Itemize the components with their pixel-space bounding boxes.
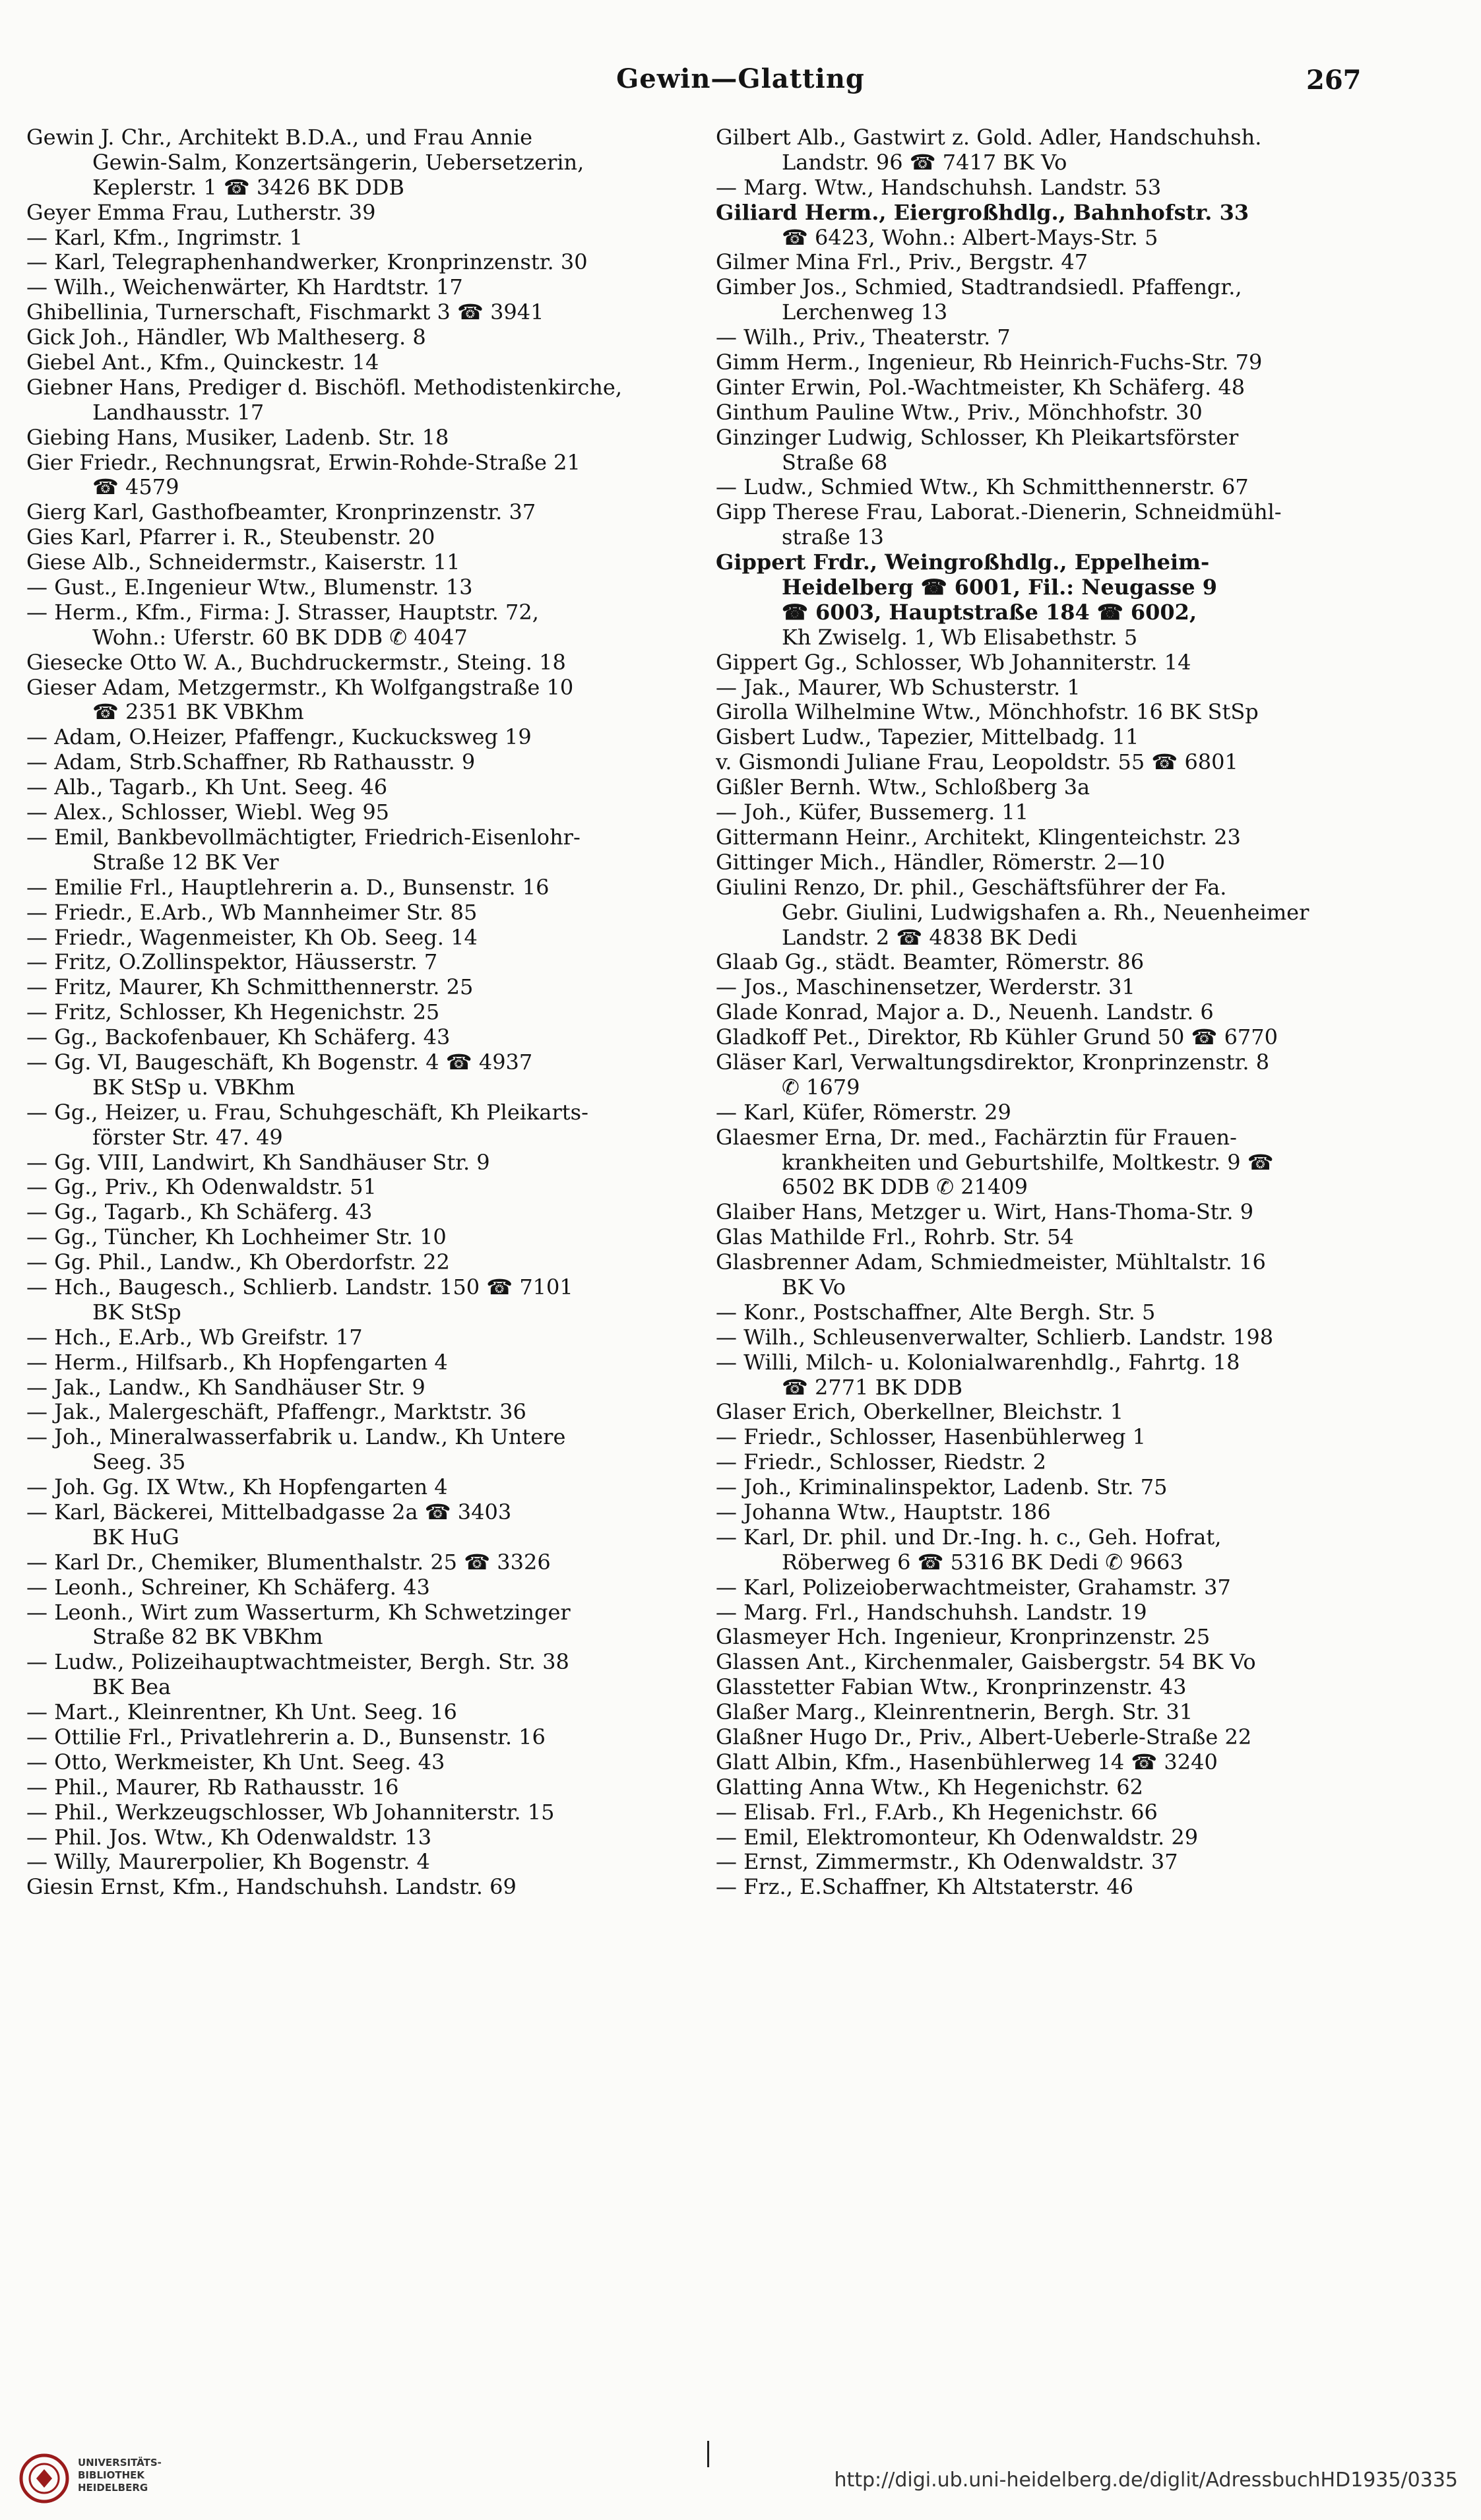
directory-entry: — Fritz, Schlosser, Kh Hegenichstr. 25 xyxy=(26,1000,440,1025)
directory-entry: v. Gismondi Juliane Frau, Leopoldstr. 55 ☎ 6801 xyxy=(716,750,1238,775)
directory-entry: — Gg., Backofenbauer, Kh Schäferg. 43 xyxy=(26,1025,451,1050)
directory-entry: — Karl, Polizeioberwachtmeister, Grahamstr. 37 xyxy=(716,1575,1231,1600)
directory-entry: — Ludw., Polizeihauptwachtmeister, Bergh. Str. 38 xyxy=(26,1650,569,1675)
library-name-line: HEIDELBERG xyxy=(78,2482,148,2494)
directory-entry: Glatting Anna Wtw., Kh Hegenichstr. 62 xyxy=(716,1775,1143,1800)
directory-entry: — Marg. Frl., Handschuhsh. Landstr. 19 xyxy=(716,1600,1147,1625)
directory-entry: Gies Karl, Pfarrer i. R., Steubenstr. 20 xyxy=(26,525,435,550)
directory-entry: Glaesmer Erna, Dr. med., Fachärztin für Frauen- xyxy=(716,1125,1237,1150)
directory-entry: Gisbert Ludw., Tapezier, Mittelbadg. 11 xyxy=(716,725,1139,750)
directory-entry: — Willy, Maurerpolier, Kh Bogenstr. 4 xyxy=(26,1850,430,1875)
directory-entry-continuation: Landhausstr. 17 xyxy=(92,400,265,425)
directory-entry: Ginzinger Ludwig, Schlosser, Kh Pleikartsförster xyxy=(716,425,1239,450)
directory-entry: Gläser Karl, Verwaltungsdirektor, Kronprinzenstr. 8 xyxy=(716,1050,1270,1075)
directory-entry: — Wilh., Weichenwärter, Kh Hardtstr. 17 xyxy=(26,275,463,300)
directory-entry-continuation: Gebr. Giulini, Ludwigshafen a. Rh., Neuenheimer xyxy=(782,900,1309,925)
directory-entry: Glasmeyer Hch. Ingenieur, Kronprinzenstr. 25 xyxy=(716,1625,1211,1650)
directory-entry: Gimm Herm., Ingenieur, Rb Heinrich-Fuchs-Str. 79 xyxy=(716,350,1263,375)
directory-entry: — Gg., Tagarb., Kh Schäferg. 43 xyxy=(26,1200,373,1225)
directory-entry: — Ottilie Frl., Privatlehrerin a. D., Bunsenstr. 16 xyxy=(26,1725,546,1749)
directory-entry: — Marg. Wtw., Handschuhsh. Landstr. 53 xyxy=(716,175,1162,200)
directory-entry: — Karl, Telegraphenhandwerker, Kronprinzenstr. 30 xyxy=(26,250,588,275)
directory-entry-continuation: ☎ 2351 BK VBKhm xyxy=(92,700,304,725)
directory-entry-continuation: ✆ 1679 xyxy=(782,1075,860,1100)
directory-entry: Gier Friedr., Rechnungsrat, Erwin-Rohde-Straße 21 xyxy=(26,450,581,475)
directory-entry: — Phil. Jos. Wtw., Kh Odenwaldstr. 13 xyxy=(26,1825,432,1850)
directory-entry: — Jak., Landw., Kh Sandhäuser Str. 9 xyxy=(26,1375,425,1400)
directory-entry: — Mart., Kleinrentner, Kh Unt. Seeg. 16 xyxy=(26,1700,457,1725)
directory-entry: — Adam, O.Heizer, Pfaffengr., Kuckucksweg 19 xyxy=(26,725,532,750)
directory-entry: — Gg. VI, Baugeschäft, Kh Bogenstr. 4 ☎ 4937 xyxy=(26,1050,533,1075)
directory-entry: Giebing Hans, Musiker, Ladenb. Str. 18 xyxy=(26,425,449,450)
directory-entry: Gladkoff Pet., Direktor, Rb Kühler Grund 50 ☎ 6770 xyxy=(716,1025,1278,1050)
directory-entry-continuation: Gewin-Salm, Konzertsängerin, Uebersetzerin, xyxy=(92,150,584,175)
directory-entry-continuation: 6502 BK DDB ✆ 21409 xyxy=(782,1175,1028,1200)
directory-entry: — Karl, Kfm., Ingrimstr. 1 xyxy=(26,225,303,250)
directory-entry-continuation: ☎ 2771 BK DDB xyxy=(782,1375,963,1400)
directory-entry: — Gg., Tüncher, Kh Lochheimer Str. 10 xyxy=(26,1225,447,1250)
directory-entry: — Emil, Bankbevollmächtigter, Friedrich-Eisenlohr- xyxy=(26,825,581,850)
right-column xyxy=(716,125,1402,1900)
directory-entry-continuation: Lerchenweg 13 xyxy=(782,300,948,325)
directory-entry: — Fritz, Maurer, Kh Schmitthennerstr. 25 xyxy=(26,975,474,1000)
directory-entry: Gißler Bernh. Wtw., Schloßberg 3a xyxy=(716,775,1090,800)
directory-entry-continuation: förster Str. 47. 49 xyxy=(92,1125,283,1150)
directory-entry: — Alb., Tagarb., Kh Unt. Seeg. 46 xyxy=(26,775,388,800)
library-name-line: UNIVERSITÄTS- xyxy=(78,2457,162,2469)
page-title: Gewin—Glatting xyxy=(616,63,865,94)
directory-entry: — Alex., Schlosser, Wiebl. Weg 95 xyxy=(26,800,390,825)
directory-entry: Gippert Gg., Schlosser, Wb Johanniterstr. 14 xyxy=(716,650,1191,675)
directory-entry: — Wilh., Schleusenverwalter, Schlierb. Landstr. 198 xyxy=(716,1325,1274,1350)
directory-entry: Giese Alb., Schneidermstr., Kaiserstr. 11 xyxy=(26,550,460,575)
directory-entry-continuation: BK HuG xyxy=(92,1525,179,1550)
directory-entry: — Karl, Bäckerei, Mittelbadgasse 2a ☎ 3403 xyxy=(26,1499,512,1525)
directory-entry: — Karl, Küfer, Römerstr. 29 xyxy=(716,1100,1011,1125)
library-seal-icon xyxy=(18,2453,70,2504)
directory-entry: — Phil., Werkzeugschlosser, Wb Johanniterstr. 15 xyxy=(26,1800,555,1825)
library-name xyxy=(78,2457,162,2494)
directory-entry-continuation: ☎ 6423, Wohn.: Albert-Mays-Str. 5 xyxy=(782,225,1158,250)
directory-entry: Giesecke Otto W. A., Buchdruckermstr., Steing. 18 xyxy=(26,650,566,675)
directory-entry: — Joh. Gg. IX Wtw., Kh Hopfengarten 4 xyxy=(26,1475,448,1500)
directory-entry: — Leonh., Wirt zum Wasserturm, Kh Schwetzinger xyxy=(26,1600,571,1625)
directory-entry-continuation: Heidelberg ☎ 6001, Fil.: Neugasse 9 xyxy=(782,575,1217,600)
directory-entry: Glaßer Marg., Kleinrentnerin, Bergh. Str. 31 xyxy=(716,1700,1193,1725)
directory-entry: — Phil., Maurer, Rb Rathausstr. 16 xyxy=(26,1775,399,1800)
directory-entry: Gewin J. Chr., Architekt B.D.A., und Frau Annie xyxy=(26,125,533,150)
directory-entry: Gittinger Mich., Händler, Römerstr. 2—10 xyxy=(716,850,1166,875)
directory-entry-continuation: BK Vo xyxy=(782,1275,846,1300)
directory-entry: Ghibellinia, Turnerschaft, Fischmarkt 3 ☎ 3941 xyxy=(26,300,544,325)
directory-entry: Glaßner Hugo Dr., Priv., Albert-Ueberle-Straße 22 xyxy=(716,1725,1252,1749)
directory-entry: — Herm., Kfm., Firma: J. Strasser, Hauptstr. 72, xyxy=(26,600,539,625)
directory-entry-continuation: straße 13 xyxy=(782,525,884,550)
directory-entry-continuation: Straße 68 xyxy=(782,450,888,475)
page-number: 267 xyxy=(1306,65,1362,96)
directory-entry: — Emilie Frl., Hauptlehrerin a. D., Bunsenstr. 16 xyxy=(26,875,550,900)
directory-entry-continuation: Kh Zwiselg. 1, Wb Elisabethstr. 5 xyxy=(782,625,1138,650)
directory-entry-continuation: ☎ 6003, Hauptstraße 184 ☎ 6002, xyxy=(782,600,1197,625)
directory-entry: — Johanna Wtw., Hauptstr. 186 xyxy=(716,1499,1051,1525)
directory-entry: Glas Mathilde Frl., Rohrb. Str. 54 xyxy=(716,1225,1074,1250)
directory-entry: Gipp Therese Frau, Laborat.-Dienerin, Schneidmühl- xyxy=(716,500,1282,525)
directory-entry: — Joh., Küfer, Bussemerg. 11 xyxy=(716,800,1029,825)
directory-entry: Glaab Gg., städt. Beamter, Römerstr. 86 xyxy=(716,950,1145,975)
directory-entry: — Friedr., Schlosser, Hasenbühlerweg 1 xyxy=(716,1425,1146,1450)
directory-entry: — Jak., Maurer, Wb Schusterstr. 1 xyxy=(716,675,1081,700)
directory-entry: — Adam, Strb.Schaffner, Rb Rathausstr. 9 xyxy=(26,750,476,775)
directory-entry: Ginter Erwin, Pol.-Wachtmeister, Kh Schäferg. 48 xyxy=(716,375,1245,400)
directory-entry: — Ludw., Schmied Wtw., Kh Schmitthennerstr. 67 xyxy=(716,475,1249,500)
column-rule xyxy=(707,2441,709,2467)
directory-entry: — Willi, Milch- u. Kolonialwarenhdlg., Fahrtg. 18 xyxy=(716,1350,1240,1375)
directory-entry: — Friedr., E.Arb., Wb Mannheimer Str. 85 xyxy=(26,900,478,925)
directory-entry: Glasbrenner Adam, Schmiedmeister, Mühltalstr. 16 xyxy=(716,1250,1266,1275)
directory-entry-continuation: BK StSp u. VBKhm xyxy=(92,1075,296,1100)
directory-entry: — Otto, Werkmeister, Kh Unt. Seeg. 43 xyxy=(26,1749,445,1775)
directory-entry: — Jos., Maschinensetzer, Werderstr. 31 xyxy=(716,975,1135,1000)
directory-entry: Glaiber Hans, Metzger u. Wirt, Hans-Thoma-Str. 9 xyxy=(716,1200,1254,1225)
directory-entry: Gittermann Heinr., Architekt, Klingenteichstr. 23 xyxy=(716,825,1241,850)
directory-entry: — Konr., Postschaffner, Alte Bergh. Str. 5 xyxy=(716,1300,1156,1325)
directory-entry-continuation: Straße 12 BK Ver xyxy=(92,850,279,875)
directory-entry: Glaser Erich, Oberkellner, Bleichstr. 1 xyxy=(716,1400,1124,1425)
directory-entry: Ginthum Pauline Wtw., Priv., Mönchhofstr. 30 xyxy=(716,400,1203,425)
directory-entry: Giebner Hans, Prediger d. Bischöfl. Methodistenkirche, xyxy=(26,375,622,400)
directory-entry: Giebel Ant., Kfm., Quinckestr. 14 xyxy=(26,350,379,375)
directory-entry: Gimber Jos., Schmied, Stadtrandsiedl. Pfaffengr., xyxy=(716,275,1242,300)
directory-entry: — Emil, Elektromonteur, Kh Odenwaldstr. 29 xyxy=(716,1825,1199,1850)
directory-entry-continuation: ☎ 4579 xyxy=(92,475,179,500)
directory-entry-continuation: Röberweg 6 ☎ 5316 BK Dedi ✆ 9663 xyxy=(782,1550,1183,1575)
directory-entry: — Joh., Kriminalinspektor, Ladenb. Str. 75 xyxy=(716,1475,1168,1500)
source-url[interactable]: http://digi.ub.uni-heidelberg.de/diglit/AdressbuchHD1935/0335 xyxy=(834,2469,1458,2492)
directory-entry: — Ernst, Zimmermstr., Kh Odenwaldstr. 37 xyxy=(716,1850,1178,1875)
directory-entry: — Joh., Mineralwasserfabrik u. Landw., Kh Untere xyxy=(26,1425,566,1450)
directory-entry: Glatt Albin, Kfm., Hasenbühlerweg 14 ☎ 3240 xyxy=(716,1749,1218,1775)
directory-entry: — Fritz, O.Zollinspektor, Häusserstr. 7 xyxy=(26,950,438,975)
directory-entry: Glassen Ant., Kirchenmaler, Gaisbergstr. 54 BK Vo xyxy=(716,1650,1256,1675)
directory-entry-continuation: Seeg. 35 xyxy=(92,1450,186,1475)
directory-entry: — Herm., Hilfsarb., Kh Hopfengarten 4 xyxy=(26,1350,448,1375)
library-name-line: BIBLIOTHEK xyxy=(78,2469,144,2481)
directory-entry: — Leonh., Schreiner, Kh Schäferg. 43 xyxy=(26,1575,430,1600)
directory-entry: — Gg. VIII, Landwirt, Kh Sandhäuser Str. 9 xyxy=(26,1150,490,1175)
directory-entry: — Gg. Phil., Landw., Kh Oberdorfstr. 22 xyxy=(26,1250,450,1275)
directory-entry: — Karl Dr., Chemiker, Blumenthalstr. 25 ☎ 3326 xyxy=(26,1550,551,1575)
directory-entry: Gick Joh., Händler, Wb Maltheserg. 8 xyxy=(26,325,426,350)
directory-entry: — Elisab. Frl., F.Arb., Kh Hegenichstr. 66 xyxy=(716,1800,1158,1825)
directory-entry: — Karl, Dr. phil. und Dr.-Ing. h. c., Geh. Hofrat, xyxy=(716,1525,1222,1550)
directory-entry-continuation: Landstr. 96 ☎ 7417 BK Vo xyxy=(782,150,1067,175)
directory-entry-continuation: Straße 82 BK VBKhm xyxy=(92,1625,323,1650)
directory-entry: Giulini Renzo, Dr. phil., Geschäftsführer der Fa. xyxy=(716,875,1227,900)
directory-entry-continuation: Landstr. 2 ☎ 4838 BK Dedi xyxy=(782,925,1077,950)
directory-entry-continuation: Keplerstr. 1 ☎ 3426 BK DDB xyxy=(92,175,404,200)
directory-entry-continuation: Wohn.: Uferstr. 60 BK DDB ✆ 4047 xyxy=(92,625,468,650)
directory-entry: Gippert Frdr., Weingroßhdlg., Eppelheim- xyxy=(716,550,1210,575)
directory-entry: — Jak., Malergeschäft, Pfaffengr., Marktstr. 36 xyxy=(26,1400,526,1425)
directory-entry: Glasstetter Fabian Wtw., Kronprinzenstr. 43 xyxy=(716,1675,1187,1700)
left-column xyxy=(26,125,712,1900)
directory-entry-continuation: BK StSp xyxy=(92,1300,181,1325)
directory-entry-continuation: krankheiten und Geburtshilfe, Moltkestr. 9 ☎ xyxy=(782,1150,1274,1175)
directory-entry: Giliard Herm., Eiergroßhdlg., Bahnhofstr. 33 xyxy=(716,200,1249,225)
directory-entry: Gilbert Alb., Gastwirt z. Gold. Adler, Handschuhsh. xyxy=(716,125,1262,150)
directory-entry: Gilmer Mina Frl., Priv., Bergstr. 47 xyxy=(716,250,1088,275)
directory-entry: — Friedr., Schlosser, Riedstr. 2 xyxy=(716,1450,1046,1475)
directory-entry-continuation: BK Bea xyxy=(92,1675,172,1700)
directory-entry: — Friedr., Wagenmeister, Kh Ob. Seeg. 14 xyxy=(26,925,478,950)
directory-entry: Gierg Karl, Gasthofbeamter, Kronprinzenstr. 37 xyxy=(26,500,536,525)
directory-entry: Girolla Wilhelmine Wtw., Mönchhofstr. 16 BK StSp xyxy=(716,700,1259,725)
directory-entry: — Frz., E.Schaffner, Kh Altstaterstr. 46 xyxy=(716,1875,1133,1900)
directory-entry: Gieser Adam, Metzgermstr., Kh Wolfgangstraße 10 xyxy=(26,675,574,700)
directory-entry: — Hch., Baugesch., Schlierb. Landstr. 150 ☎ 7101 xyxy=(26,1275,573,1300)
directory-entry: Glade Konrad, Major a. D., Neuenh. Landstr. 6 xyxy=(716,1000,1214,1025)
directory-entry: — Wilh., Priv., Theaterstr. 7 xyxy=(716,325,1011,350)
directory-entry: Giesin Ernst, Kfm., Handschuhsh. Landstr. 69 xyxy=(26,1875,517,1900)
directory-entry: — Gg., Priv., Kh Odenwaldstr. 51 xyxy=(26,1175,377,1200)
directory-entry: — Hch., E.Arb., Wb Greifstr. 17 xyxy=(26,1325,363,1350)
directory-entry: Geyer Emma Frau, Lutherstr. 39 xyxy=(26,200,376,225)
directory-entry: — Gg., Heizer, u. Frau, Schuhgeschäft, Kh Pleikarts- xyxy=(26,1100,588,1125)
directory-entry: — Gust., E.Ingenieur Wtw., Blumenstr. 13 xyxy=(26,575,473,600)
